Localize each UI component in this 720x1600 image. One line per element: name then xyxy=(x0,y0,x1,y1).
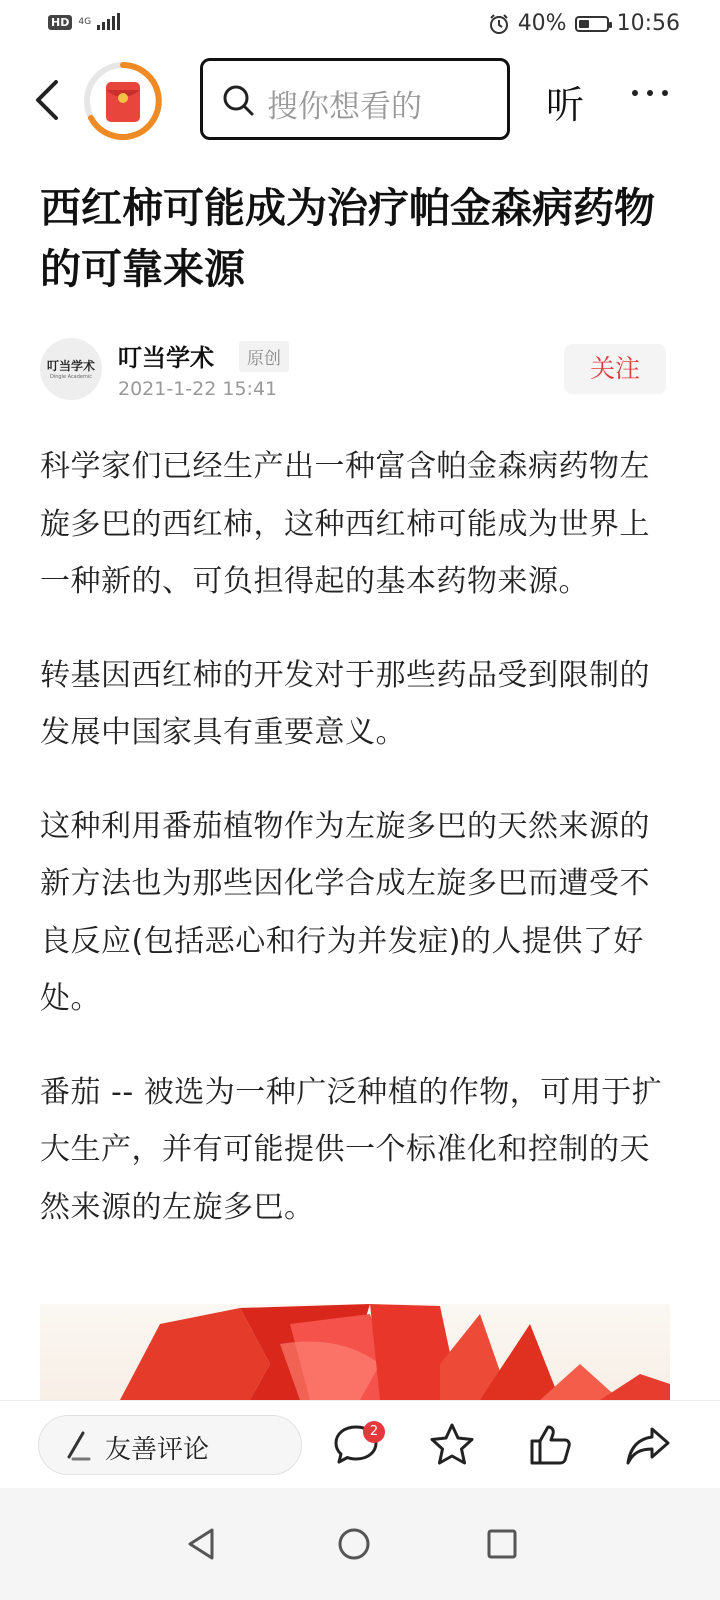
back-arrow-icon[interactable] xyxy=(30,76,66,124)
home-circle-icon[interactable] xyxy=(336,1526,372,1562)
status-bar xyxy=(0,0,720,48)
network-type: 4G xyxy=(78,16,92,27)
recents-square-icon[interactable] xyxy=(484,1526,520,1562)
author-avatar[interactable] xyxy=(40,338,102,400)
tomato-image xyxy=(40,1304,670,1400)
more-icon[interactable] xyxy=(632,90,668,96)
status-right xyxy=(488,11,680,36)
battery-icon xyxy=(575,16,609,32)
paragraph: 科学家们已经生产出一种富含帕金森病药物左旋多巴的西红柿，这种西红柿可能成为世界上一种新的、可负担得起的基本药物来源。 xyxy=(40,449,650,599)
pen-icon xyxy=(63,1431,91,1461)
avatar-subtext: Dingle Academic xyxy=(49,374,93,380)
original-badge: 原创 xyxy=(239,341,289,372)
paragraph: 番茄 -- 被选为一种广泛种植的作物，可用于扩大生产，并有可能提供一个标准化和控制的天然来源的左旋多巴。 xyxy=(40,1074,663,1225)
signal-icon xyxy=(97,14,120,30)
author-row xyxy=(40,338,670,406)
search-box[interactable] xyxy=(200,58,510,140)
bottom-action-bar xyxy=(0,1400,720,1489)
publish-date: 2021-1-22 15:41 xyxy=(118,378,278,400)
search-icon xyxy=(221,83,255,117)
like-icon[interactable] xyxy=(526,1421,574,1469)
clock: 10:56 xyxy=(616,11,680,36)
comment-input[interactable] xyxy=(38,1415,302,1475)
paragraph: 转基因西红柿的开发对于那些药品受到限制的发展中国家具有重要意义。 xyxy=(40,657,650,750)
follow-button[interactable]: 关注 xyxy=(564,344,666,394)
article-body xyxy=(40,438,670,1272)
star-icon[interactable] xyxy=(428,1421,476,1469)
share-icon[interactable] xyxy=(624,1421,672,1469)
comment-count-badge: 2 xyxy=(363,1421,385,1443)
author-name[interactable]: 叮当学术 xyxy=(118,344,214,372)
alarm-icon xyxy=(488,13,510,35)
comment-label: 友善评论 xyxy=(105,1435,210,1465)
system-nav-bar xyxy=(0,1488,720,1600)
article-title: 西红柿可能成为治疗帕金森病药物的可靠来源 xyxy=(40,184,655,293)
listen-button[interactable]: 听 xyxy=(546,83,585,127)
status-left xyxy=(48,14,120,30)
search-placeholder: 搜你想看的 xyxy=(267,89,422,125)
paragraph: 这种利用番茄植物作为左旋多巴的天然来源的新方法也为那些因化学合成左旋多巴而遭受不良反应(包括恶心和行为并发症)的人提供了好处。 xyxy=(40,808,650,1016)
back-triangle-icon[interactable] xyxy=(184,1526,220,1562)
red-envelope-app-icon[interactable] xyxy=(82,60,164,142)
tomato-photo[interactable] xyxy=(40,1304,670,1400)
top-bar xyxy=(0,52,720,148)
hd-indicator: HD xyxy=(48,15,72,30)
avatar-text: 叮当学术 xyxy=(46,359,95,373)
battery-percent: 40% xyxy=(517,11,567,36)
